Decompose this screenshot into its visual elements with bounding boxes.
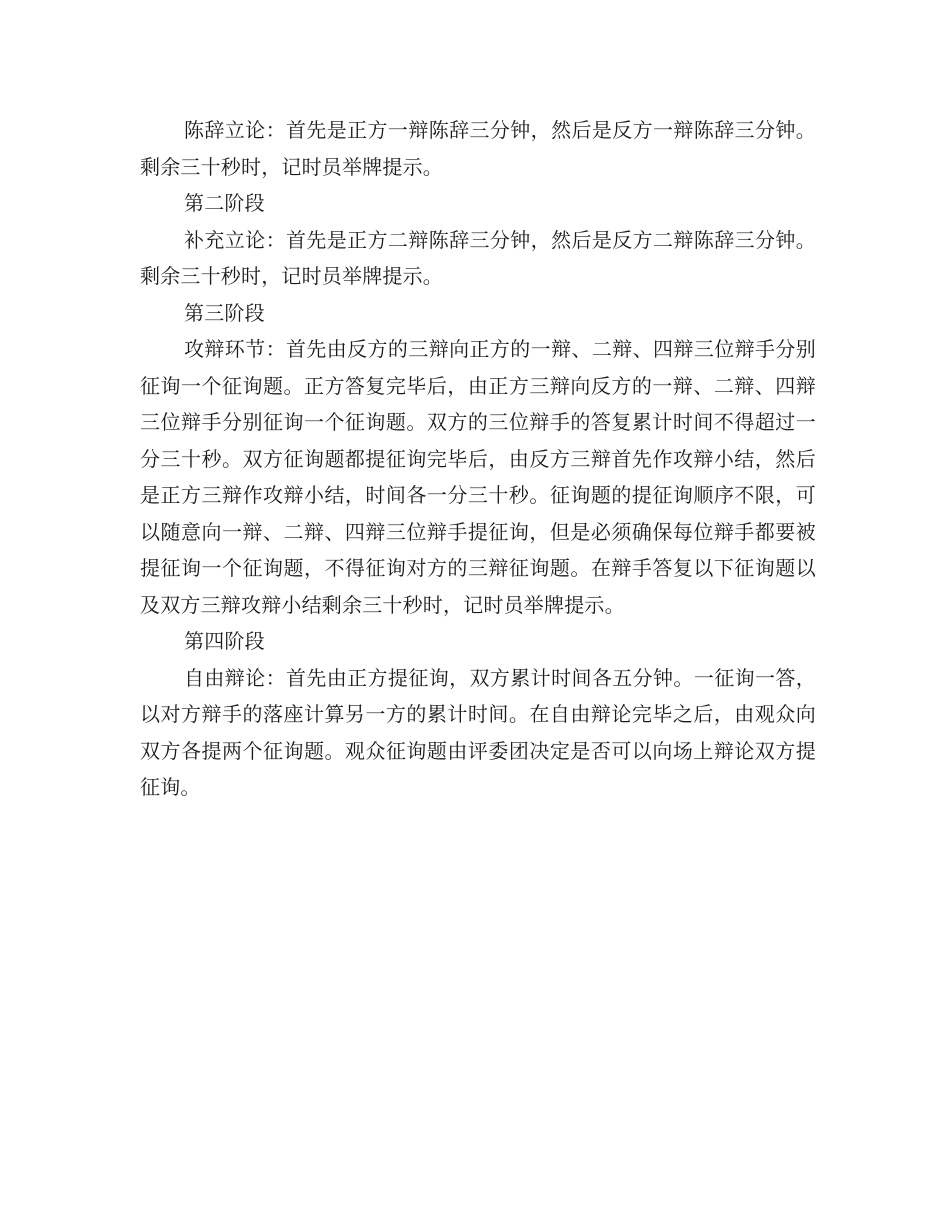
heading-stage-two: 第二阶段 <box>184 191 265 215</box>
paragraph-opening-statement: 陈辞立论：首先是正方一辩陈辞三分钟，然后是反方一辩陈辞三分钟。剩余三十秒时，记时员举牌提示。 <box>140 118 816 179</box>
document-page <box>140 112 816 806</box>
paragraph-cross-examination: 攻辩环节：首先由反方的三辩向正方的一辩、二辩、四辩三位辩手分别征询一个征询题。正方答复完毕后，由正方三辩向反方的一辩、二辩、四辩三位辩手分别征询一个征询题。双方的三位辩手的答复累计时间不得超过一分三十秒。双方征询题都提征询完毕后，由反方三辩首先作攻辩小结，然后是正方三辩作攻辩小结，时间各一分三十秒。征询题的提征询顺序不限，可以随意向一辩、二辩、四辩三位辩手提征询，但是必须确保每位辩手都要被提征询一个征询题，不得征询对方的三辩征询题。在辩手答复以下征询题以及双方三辩攻辩小结剩余三十秒时，记时员举牌提示。 <box>140 337 816 617</box>
paragraph-free-debate: 自由辩论：首先由正方提征询，双方累计时间各五分钟。一征询一答，以对方辩手的落座计算另一方的累计时间。在自由辩论完毕之后，由观众向双方各提两个征询题。观众征询题由评委团决定是否可以向场上辩论双方提征询。 <box>140 665 816 799</box>
heading-stage-four: 第四阶段 <box>184 629 265 653</box>
heading-stage-three: 第三阶段 <box>184 300 265 325</box>
paragraph-supplementary-statement: 补充立论：首先是正方二辩陈辞三分钟，然后是反方二辩陈辞三分钟。剩余三十秒时，记时员举牌提示。 <box>140 227 816 288</box>
